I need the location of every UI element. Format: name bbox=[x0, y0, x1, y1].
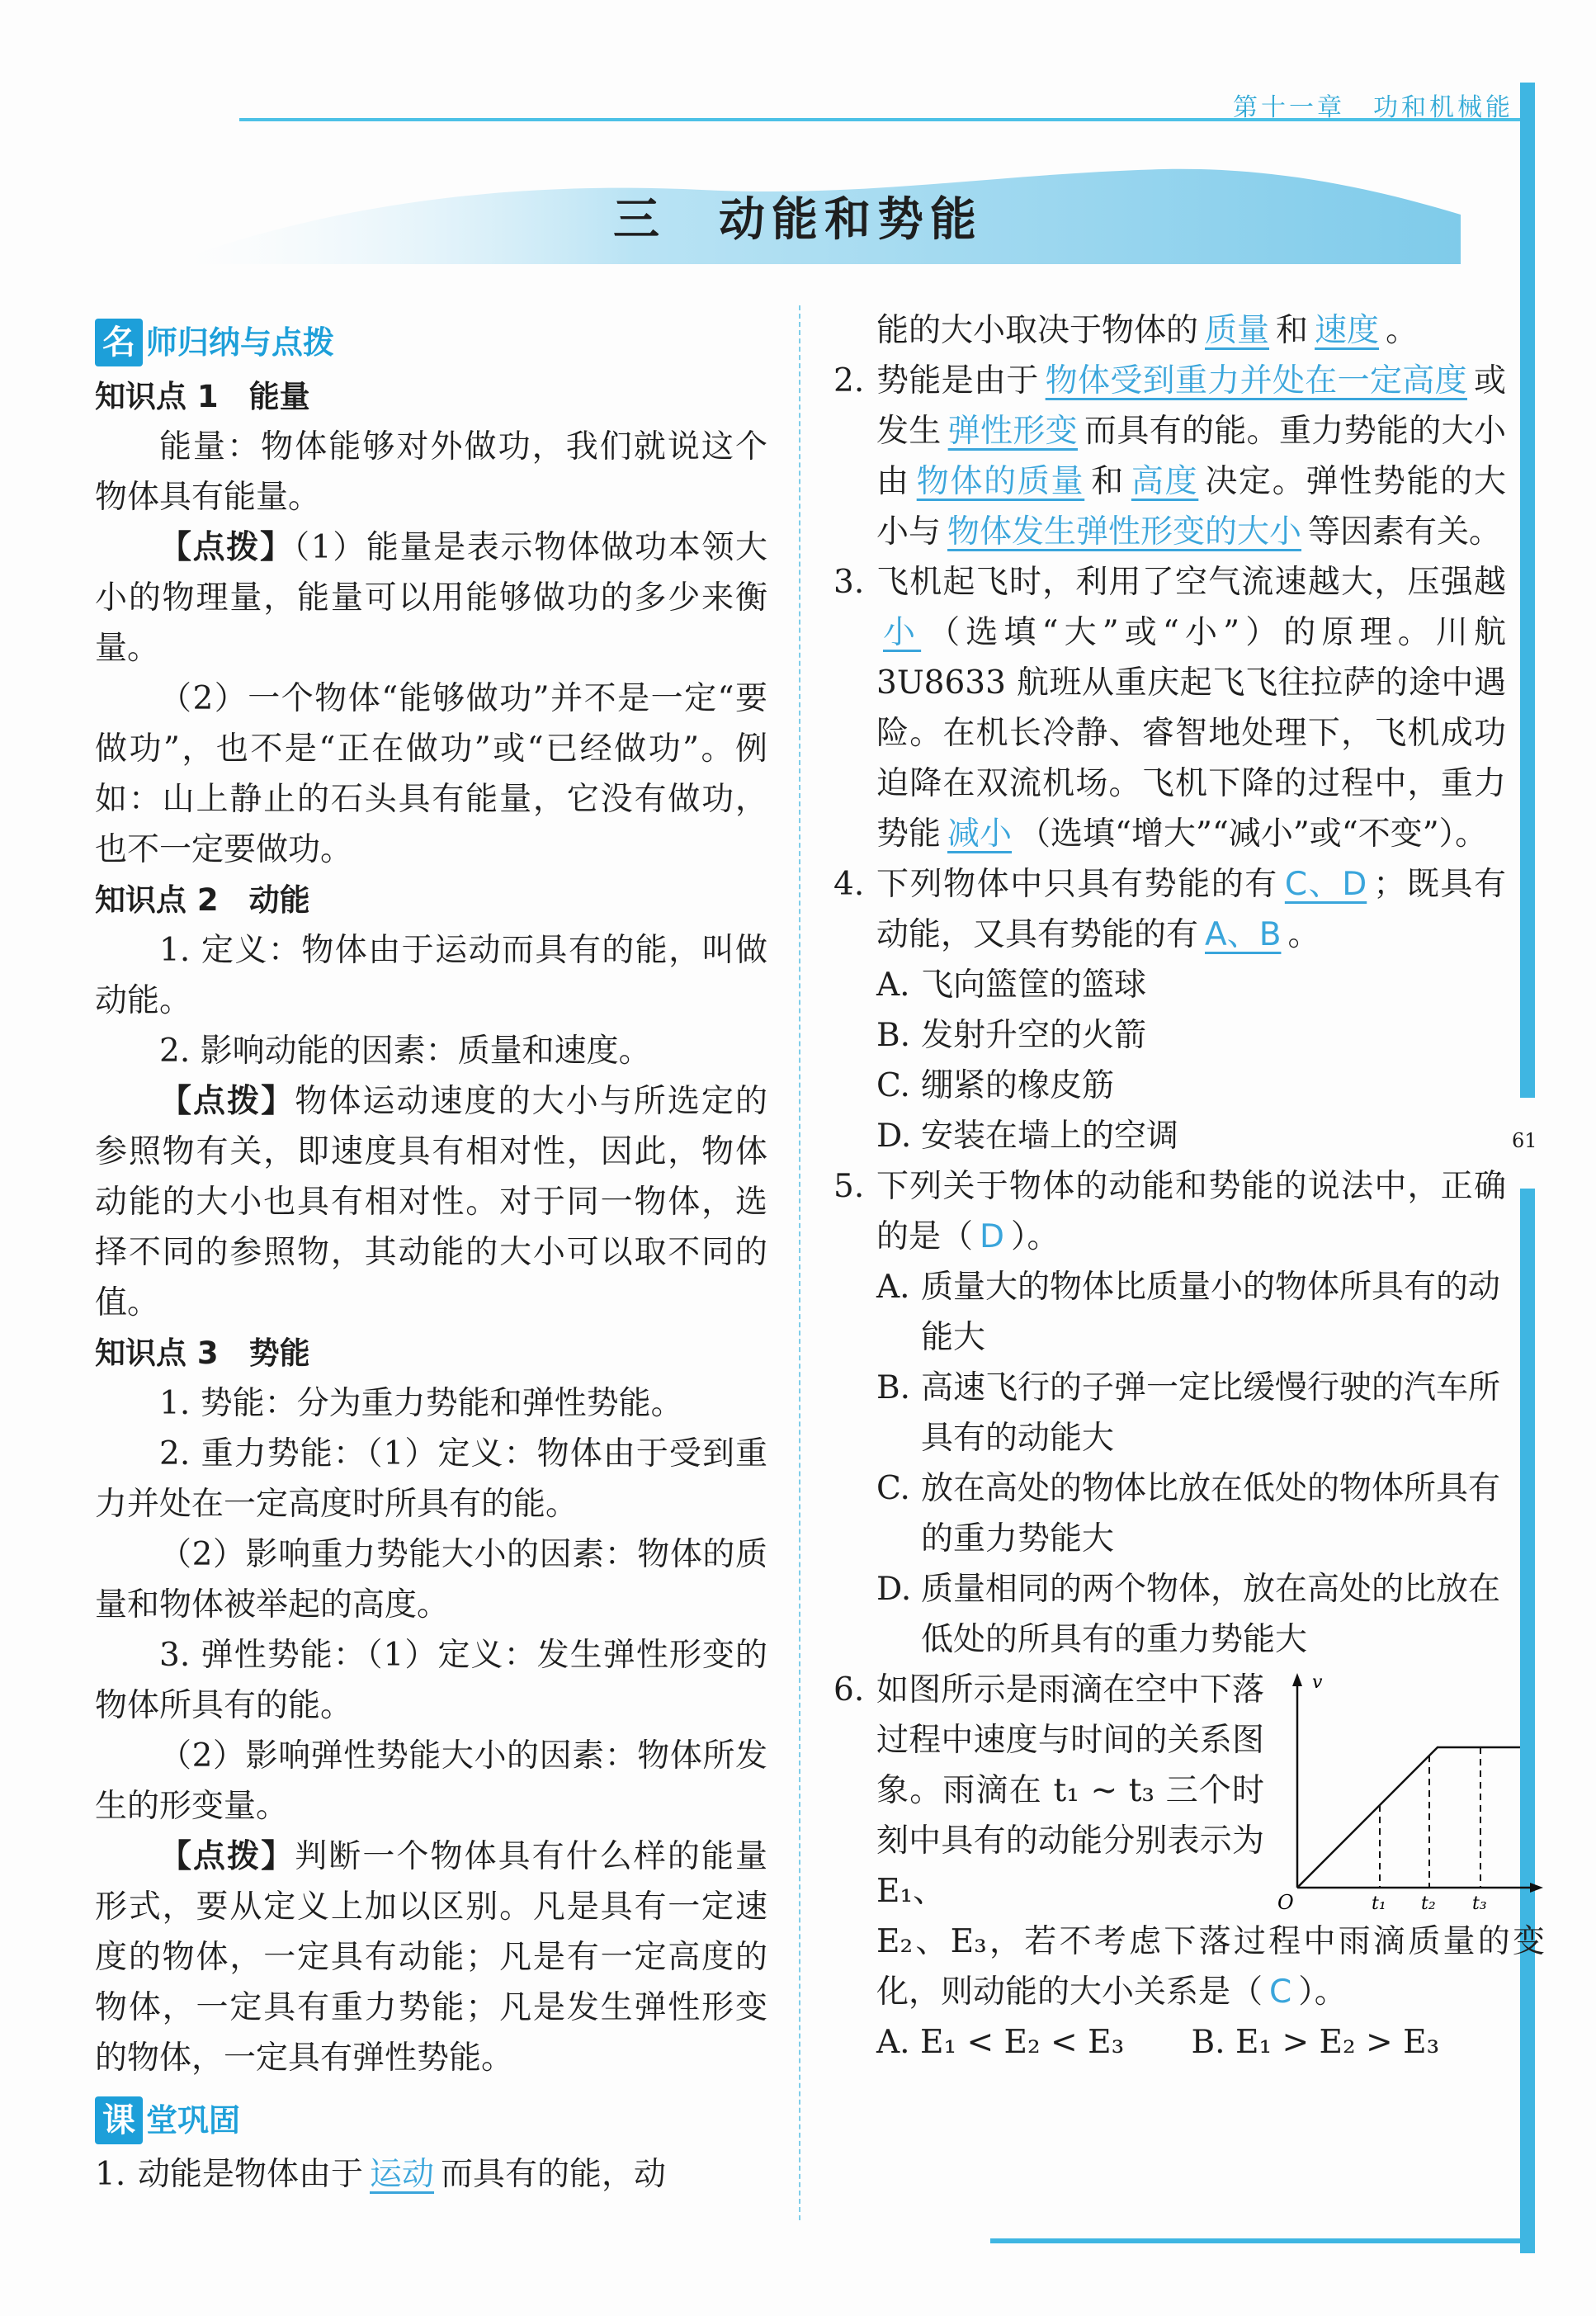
question-text: 能的大小取决于物体的 bbox=[876, 312, 1199, 349]
option bbox=[833, 960, 1506, 1010]
question-text: （选填“增大”“减小”或“不变”）。 bbox=[1018, 815, 1488, 853]
question-text: 决定。弹性势能的大小与 bbox=[876, 463, 1506, 551]
option-label: B. bbox=[876, 1017, 911, 1054]
answer-blank: 减小 bbox=[947, 815, 1013, 853]
answer-blank: A、B bbox=[1205, 916, 1282, 953]
question-text: 。 bbox=[1287, 916, 1320, 953]
option-label: B. bbox=[876, 1369, 911, 1406]
question-number: 1. bbox=[95, 2156, 126, 2193]
question-number: 6. bbox=[833, 1671, 865, 1709]
tip-paragraph bbox=[95, 1832, 767, 2083]
answer-blank: 高度 bbox=[1131, 463, 1199, 500]
question-number: 4. bbox=[833, 866, 865, 903]
tip-paragraph bbox=[95, 522, 767, 674]
left-column bbox=[95, 305, 767, 2200]
answer-blank: 弹性形变 bbox=[947, 413, 1078, 450]
origin-label: O bbox=[1277, 1891, 1294, 1912]
option-label: A. bbox=[876, 1269, 910, 1306]
tip-text: （1）能量是表示物体做功本领大小的物理量，能量可以用能够做功的多少来衡量。 bbox=[95, 529, 767, 667]
answer-blank: 运动 bbox=[370, 2156, 435, 2193]
question-number: 2. bbox=[833, 362, 865, 399]
tip-label: 【点拨】 bbox=[159, 528, 294, 566]
question-text-cont bbox=[876, 1917, 1545, 2017]
answer-choice: C bbox=[1269, 1973, 1292, 2011]
option bbox=[833, 1262, 1506, 1363]
paragraph: （2）一个物体“能够做功”并不是一定“要做功”，也不是“正在做功”或“已经做功”。例如：山上静止的石头具有能量，它没有做功，也不一定要做功。 bbox=[95, 680, 767, 868]
option bbox=[833, 1564, 1506, 1665]
tip-paragraph bbox=[95, 1076, 767, 1328]
question-body bbox=[876, 1665, 1545, 2017]
section-header-summary bbox=[95, 314, 767, 371]
question-text: 和 bbox=[1091, 463, 1125, 500]
question-text: 势能是由于 bbox=[876, 362, 1039, 399]
x-axis-arrow bbox=[1530, 1883, 1543, 1893]
question-text: 下列关于物体的动能和势能的说法中，正确的是（ bbox=[876, 1168, 1506, 1255]
answer-blank: 物体的质量 bbox=[916, 463, 1085, 500]
tip-text: 判断一个物体具有什么样的能量形式，要从定义上加以区别。凡是具有一定速度的物体，一定具有动能；凡是有一定高度的物体，一定具有重力势能；凡是发生弹性形变的物体，一定具有弹性势能。 bbox=[95, 1838, 767, 2077]
paragraph: （2）影响重力势能大小的因素：物体的质量和物体被举起的高度。 bbox=[95, 1536, 767, 1624]
section-badge: 名 bbox=[95, 319, 143, 366]
section-title: 师归纳与点拨 bbox=[146, 324, 335, 361]
question-text: 。 bbox=[1386, 312, 1419, 349]
tip-text: 物体运动速度的大小与所选定的参照物有关，即速度具有相对性，因此，物体动能的大小也具有相对性。对于同一物体，选择不同的参照物，其动能的大小可以取不同的值。 bbox=[95, 1083, 767, 1321]
section-header-practice bbox=[95, 2091, 767, 2149]
option bbox=[833, 1463, 1506, 1564]
question-text: 如图所示是雨滴在空中下落过程中速度与时间的关系图象。雨滴在 t₁ ~ t₃ 三个时刻中具有的动能分别表示为 E₁、 bbox=[876, 1671, 1264, 1910]
option bbox=[1192, 2017, 1507, 2068]
question-3 bbox=[833, 557, 1506, 859]
column-divider bbox=[799, 305, 800, 2220]
paragraph: 2. 重力势能：（1）定义：物体由于受到重力并处在一定高度时所具有的能。 bbox=[95, 1435, 767, 1523]
tick-t3: t₃ bbox=[1472, 1893, 1487, 1912]
paragraph: （2）影响弹性势能大小的因素：物体所发生的形变量。 bbox=[95, 1737, 767, 1825]
question-body bbox=[876, 859, 1506, 960]
question-number: 5. bbox=[833, 1168, 865, 1205]
option-text: E₁ < E₂ < E₃ bbox=[919, 2024, 1125, 2061]
paragraph: 能量：物体能够对外做功，我们就说这个物体具有能量。 bbox=[95, 428, 767, 516]
option-label: B. bbox=[1191, 2024, 1225, 2061]
option-text: 高速飞行的子弹一定比缓慢行驶的汽车所具有的动能大 bbox=[921, 1369, 1501, 1457]
option-text: 飞向篮筐的篮球 bbox=[921, 967, 1147, 1004]
question-body bbox=[138, 2149, 767, 2200]
knowledge-point-heading: 知识点 1 能量 bbox=[95, 379, 310, 414]
question-body bbox=[876, 356, 1506, 557]
question-1 bbox=[95, 2149, 767, 2200]
knowledge-point-heading: 知识点 2 动能 bbox=[95, 882, 310, 918]
option-label: C. bbox=[876, 1470, 910, 1507]
question-number: 3. bbox=[833, 564, 865, 601]
tick-t1: t₁ bbox=[1372, 1893, 1386, 1912]
option-text: 绷紧的橡皮筋 bbox=[921, 1067, 1115, 1104]
question-body bbox=[876, 557, 1506, 859]
tick-t2: t₂ bbox=[1421, 1893, 1436, 1912]
knowledge-point-heading: 知识点 3 势能 bbox=[95, 1335, 310, 1371]
paragraph: 3. 弹性势能：（1）定义：发生弹性形变的物体所具有的能。 bbox=[95, 1637, 767, 1724]
option-label: A. bbox=[876, 2024, 910, 2061]
option-label: D. bbox=[876, 1118, 912, 1155]
velocity-curve bbox=[1297, 1747, 1520, 1888]
option-text: E₁ > E₂ > E₃ bbox=[1235, 2024, 1440, 2061]
question-text: （选填“大”或“小”）的原理。川航 3U8633 航班从重庆起飞飞往拉萨的途中遇险。在机长冷静、睿智地处理下，飞机成功迫降在双流机场。飞机下降的过程中，重力势能 bbox=[876, 614, 1506, 853]
question-text: 等因素有关。 bbox=[1308, 513, 1502, 551]
tip-label: 【点拨】 bbox=[159, 1837, 295, 1875]
option-text: 质量相同的两个物体，放在高处的比放在低处的所具有的重力势能大 bbox=[921, 1571, 1501, 1658]
question-text: 动能是物体由于 bbox=[138, 2156, 364, 2193]
y-axis-label: v bbox=[1312, 1672, 1323, 1693]
question-2 bbox=[833, 356, 1506, 557]
question-6 bbox=[833, 1665, 1545, 2017]
y-axis-arrow bbox=[1292, 1673, 1302, 1686]
answer-choice: D bbox=[980, 1218, 1005, 1255]
question-text: ）。 bbox=[1011, 1218, 1060, 1255]
option-label: A. bbox=[876, 967, 910, 1004]
page-bottom-bar bbox=[990, 2238, 1535, 2243]
page-number: 61 bbox=[1512, 1129, 1537, 1152]
option bbox=[876, 2017, 1192, 2068]
option bbox=[833, 1111, 1506, 1161]
section-title: 堂巩固 bbox=[146, 2101, 241, 2139]
answer-blank: 速度 bbox=[1315, 312, 1380, 349]
option-label: C. bbox=[876, 1067, 910, 1104]
paragraph: 2. 影响动能的因素：质量和速度。 bbox=[159, 1033, 651, 1070]
answer-blank: 物体发生弹性形变的大小 bbox=[947, 513, 1302, 551]
question-text: 而具有的能，动 bbox=[441, 2156, 667, 2193]
option-label: D. bbox=[876, 1571, 912, 1608]
section-badge: 课 bbox=[95, 2096, 143, 2144]
option bbox=[833, 1010, 1506, 1061]
velocity-time-graph bbox=[1273, 1665, 1545, 1912]
question-text: 或发生 bbox=[876, 362, 1506, 450]
chapter-header: 第十一章 功和机械能 bbox=[1233, 93, 1513, 122]
question-text: 而具有的能。重力势能的大小由 bbox=[876, 413, 1506, 500]
option-text: 发射升空的火箭 bbox=[921, 1017, 1147, 1054]
answer-blank: 物体受到重力并处在一定高度 bbox=[1045, 362, 1467, 399]
question-with-graph bbox=[876, 1665, 1545, 1917]
question-text: 和 bbox=[1276, 312, 1309, 349]
option bbox=[833, 1061, 1506, 1111]
question-1-continued bbox=[833, 305, 1506, 356]
options-row bbox=[833, 2017, 1506, 2068]
question-text: ；既具有动能，又具有势能的有 bbox=[876, 866, 1506, 953]
option bbox=[833, 1363, 1506, 1463]
answer-blank: 质量 bbox=[1205, 312, 1270, 349]
answer-blank: 小 bbox=[883, 614, 922, 651]
answer-blank: C、D bbox=[1284, 866, 1367, 903]
tip-label: 【点拨】 bbox=[159, 1082, 295, 1120]
question-4 bbox=[833, 859, 1506, 960]
page-title: 三 动能和势能 bbox=[613, 193, 983, 247]
question-body bbox=[876, 1161, 1506, 1262]
paragraph: 1. 定义：物体由于运动而具有的能，叫做动能。 bbox=[95, 932, 767, 1019]
option-text: 放在高处的物体比放在低处的物体所具有的重力势能大 bbox=[921, 1470, 1501, 1557]
paragraph: 1. 势能：分为重力势能和弹性势能。 bbox=[159, 1385, 683, 1422]
option-text: 质量大的物体比质量小的物体所具有的动能大 bbox=[921, 1269, 1501, 1356]
question-text: E₂、E₃，若不考虑下落过程中雨滴质量的变化，则动能的大小关系是（ bbox=[876, 1923, 1545, 2011]
question-5 bbox=[833, 1161, 1506, 1262]
question-text: 下列物体中只具有势能的有 bbox=[876, 866, 1278, 903]
option-text: 安装在墙上的空调 bbox=[921, 1118, 1179, 1155]
question-text: 飞机起飞时，利用了空气流速越大，压强越 bbox=[876, 564, 1506, 601]
question-text: ）。 bbox=[1298, 1973, 1347, 2011]
